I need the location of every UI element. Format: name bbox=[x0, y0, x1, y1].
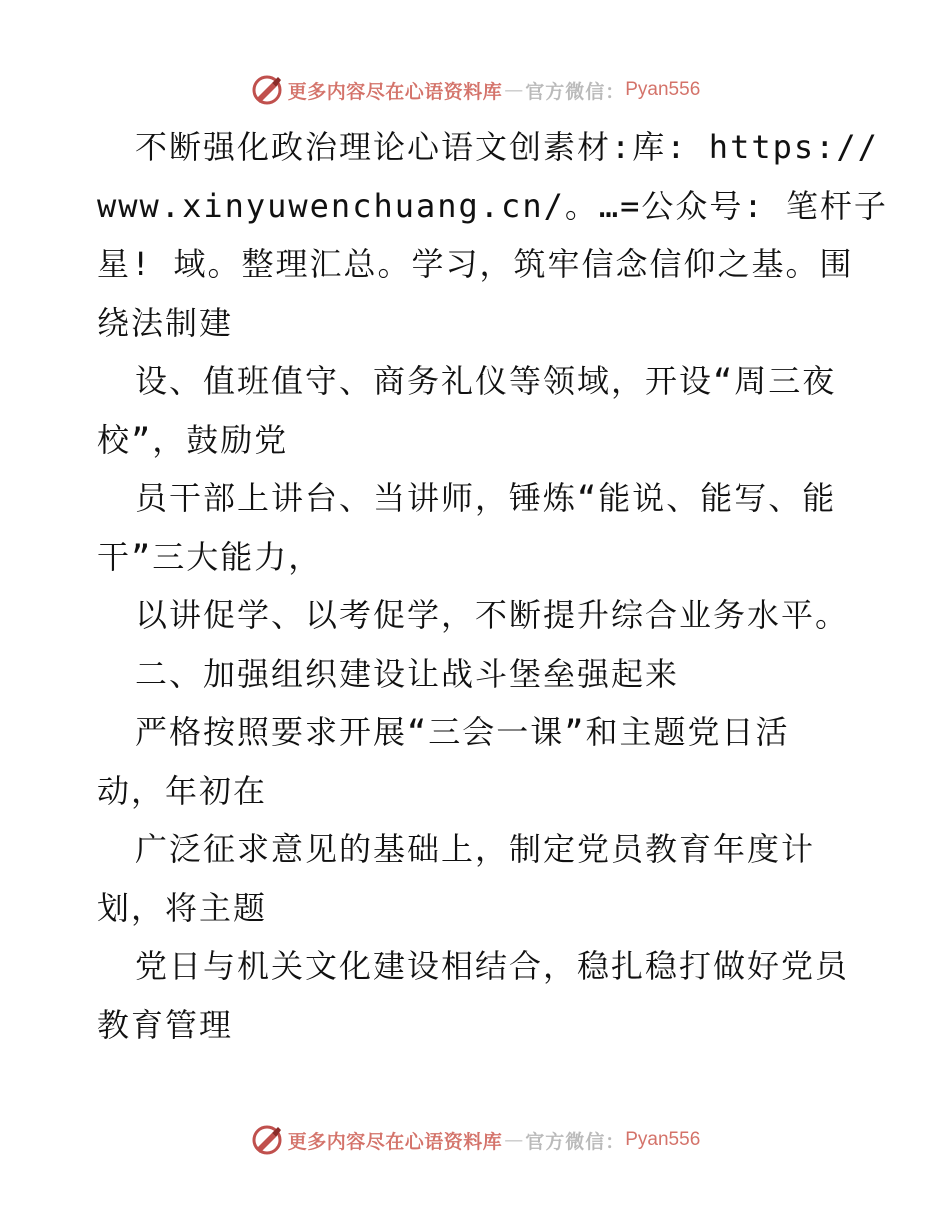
text-line: 星! 域。整理汇总。学习，筑牢信念信仰之基。围 bbox=[97, 245, 854, 283]
header-watermark bbox=[0, 70, 950, 110]
footer-watermark bbox=[0, 1120, 950, 1160]
header-wechat-label: 官方微信： bbox=[525, 80, 626, 103]
section-heading: 二、加强组织建设让战斗堡垒强起来 bbox=[135, 654, 680, 693]
footer-separator: — bbox=[504, 1129, 524, 1151]
text-line: 严格按照要求开展“三会一课”和主题党日活 bbox=[135, 713, 790, 751]
text-line: 校”，鼓励党 bbox=[97, 420, 289, 459]
footer-site-name: 更多内容尽在心语资料库 bbox=[287, 1130, 503, 1153]
text-line: 设、值班值守、商务礼仪等领域，开设“周三夜 bbox=[135, 362, 837, 400]
pen-logo-icon bbox=[250, 73, 284, 107]
text-line: 绕法制建 bbox=[97, 303, 234, 342]
text-line: 动，年初在 bbox=[97, 771, 268, 810]
text-line: 党日与机关文化建设相结合，稳扎稳打做好党员 bbox=[135, 947, 850, 985]
footer-wechat-label: 官方微信： bbox=[525, 1130, 626, 1153]
header-separator: — bbox=[504, 79, 524, 101]
header-wechat-id: Pyan556 bbox=[625, 79, 701, 100]
text-line: 员干部上讲台、当讲师，锤炼“能说、能写、能 bbox=[135, 479, 837, 517]
text-line: www.xinyuwenchuang.cn/。…=公众号: 笔杆子 bbox=[97, 186, 888, 225]
text-line: 不断强化政治理论心语文创素材:库: https:// bbox=[135, 128, 879, 166]
text-line: 教育管理 bbox=[97, 1005, 234, 1044]
text-line: 以讲促学、以考促学，不断提升综合业务水平。 bbox=[135, 596, 850, 634]
text-line: 划，将主题 bbox=[97, 888, 268, 927]
footer-wechat-id: Pyan556 bbox=[625, 1129, 701, 1150]
document-body bbox=[97, 118, 888, 1054]
text-line: 广泛征求意见的基础上，制定党员教育年度计 bbox=[135, 830, 816, 868]
text-line: 干”三大能力， bbox=[97, 537, 323, 576]
pen-logo-icon bbox=[250, 1123, 284, 1157]
header-site-name: 更多内容尽在心语资料库 bbox=[287, 80, 503, 103]
